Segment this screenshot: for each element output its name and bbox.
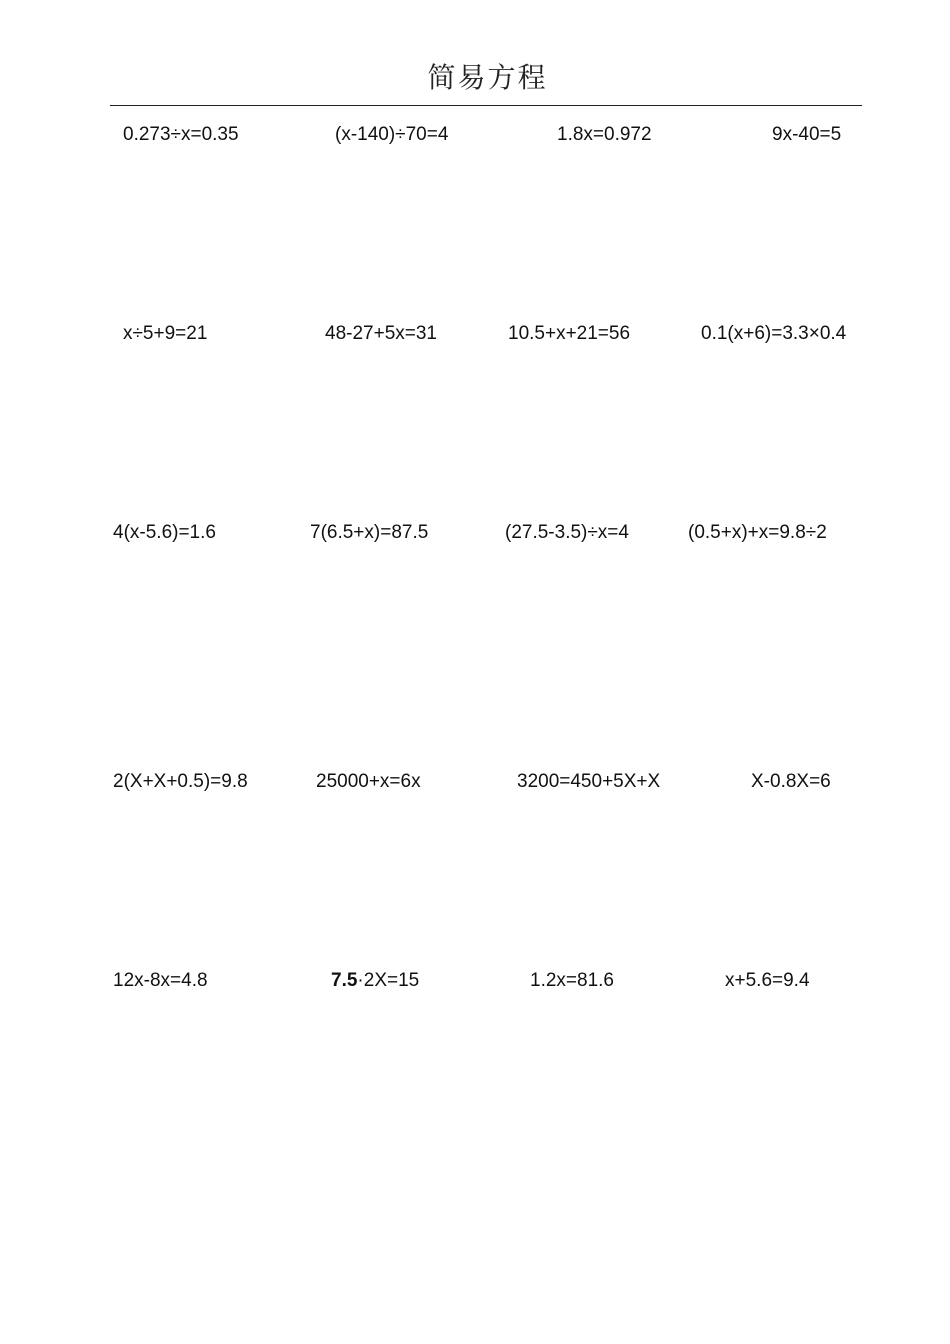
- equation-r5-c2-rest: ·2X=15: [357, 970, 420, 991]
- equation-r1-c2: (x-140)÷70=4: [335, 124, 449, 145]
- equation-r3-c1: 4(x-5.6)=1.6: [113, 522, 216, 543]
- equation-r4-c1: 2(X+X+0.5)=9.8: [113, 771, 248, 792]
- equation-r1-c4: 9x-40=5: [772, 124, 842, 145]
- equation-r1-c1: 0.273÷x=0.35: [123, 124, 239, 145]
- equation-r5-c1: 12x-8x=4.8: [113, 970, 208, 991]
- equation-r5-c2-bold-part: 7.5: [331, 970, 358, 991]
- equation-r5-c2: [331, 969, 419, 993]
- equation-r2-c1: x÷5+9=21: [123, 323, 208, 344]
- equation-r5-c3: 1.2x=81.6: [530, 970, 614, 991]
- equation-r4-c3: 3200=450+5X+X: [517, 771, 661, 792]
- equation-r2-c2: 48-27+5x=31: [325, 323, 437, 344]
- equation-r2-c3: 10.5+x+21=56: [508, 323, 631, 344]
- title-divider: [110, 105, 862, 106]
- equation-r4-c4: X-0.8X=6: [751, 771, 831, 792]
- equation-r3-c4: (0.5+x)+x=9.8÷2: [688, 522, 827, 543]
- equation-r1-c3: 1.8x=0.972: [557, 124, 652, 145]
- equation-r2-c4: 0.1(x+6)=3.3×0.4: [701, 323, 847, 344]
- equation-r4-c2: 25000+x=6x: [316, 771, 421, 792]
- equation-r3-c2: 7(6.5+x)=87.5: [310, 522, 429, 543]
- equation-r3-c3: (27.5-3.5)÷x=4: [505, 522, 629, 543]
- page-title: 简易方程: [427, 61, 548, 94]
- equation-r5-c4: x+5.6=9.4: [725, 970, 810, 991]
